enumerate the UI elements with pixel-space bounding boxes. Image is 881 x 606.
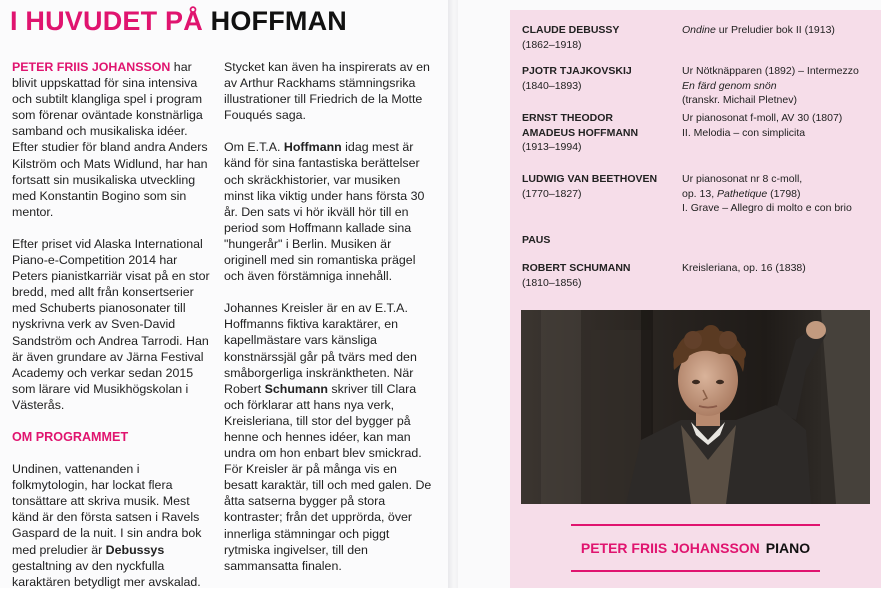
composer-years: (1913–1994) <box>522 141 582 154</box>
composer-name: CLAUDE DEBUSSY <box>522 24 620 36</box>
work-title: Ur Nötknäpparen (1892) – Intermezzo <box>682 65 859 77</box>
work-nickname: Pathetique <box>717 187 768 200</box>
composer-years: (1862–1918) <box>522 38 582 51</box>
program-text-4-bold: Schumann <box>264 381 328 396</box>
program-text-1b: gestaltning av den nyckfulla karaktären betydligt mer avskalad. <box>12 558 201 589</box>
performer-name: PETER FRIIS JOHANSSON <box>580 540 760 556</box>
work-title: Kreisleriana, op. 16 (1838) <box>682 262 806 274</box>
bio-paragraph-1 <box>12 59 212 220</box>
program-paragraph-1 <box>12 461 212 590</box>
composer-name: ROBERT SCHUMANN <box>522 262 631 274</box>
composer-name-2: AMADEUS HOFFMANN <box>522 126 639 139</box>
pause-label: PAUS <box>522 234 551 246</box>
bio-text-1: har blivit uppskattad för sina intensiva och subtilt klangliga spel i program som förenar oväntade konstnärliga samband och musikaliska idéer. Efter studier för bland andra Anders Kilström och Mats Widlund, har han fortsatt sin musikaliska utveckling med Konstantin Bogino som sin mentor. <box>12 60 208 219</box>
work <box>682 111 881 140</box>
work-movement: II. Melodia – con simplicita <box>682 126 806 139</box>
program-text-1-bold: Debussys <box>105 542 165 557</box>
program-pause <box>522 233 872 248</box>
page-title <box>10 6 347 37</box>
work-year: (1798) <box>767 187 801 200</box>
program-text-4a: Johannes Kreisler är en av E.T.A. Hoffmanns fiktiva karaktärer, en kapellmästare vars känsliga konstnärssjäl går på tvärs med den småborgerliga inskränktheten. När Robert <box>224 301 417 396</box>
performer-name-inline: PETER FRIIS JOHANSSON <box>12 60 171 74</box>
performer-photo <box>521 310 870 504</box>
title-part2: HOFFMAN <box>210 6 347 36</box>
composer <box>522 23 684 52</box>
performer-role: PIANO <box>765 540 811 556</box>
work <box>682 261 881 276</box>
composer-years: (1840–1893) <box>522 79 582 92</box>
left-column <box>12 59 212 606</box>
work <box>682 23 881 38</box>
middle-column <box>224 59 432 590</box>
work-title-italic: Ondine <box>682 24 716 36</box>
program-paragraph-3 <box>224 139 432 284</box>
program-paragraph-2: Stycket kan även ha inspirerats av en av Arthur Rackhams stämningsrika illustrationer till Friedrich de la Motte Fouqués saga. <box>224 60 430 123</box>
work-title: Ur pianosonat nr 8 c-moll, <box>682 173 803 185</box>
work-title: ur Preludier bok II (1913) <box>715 24 835 36</box>
composer <box>522 64 684 93</box>
title-part1: I HUVUDET PÅ <box>10 6 203 36</box>
composer <box>522 261 684 290</box>
composer-name: LUDWIG VAN BEETHOVEN <box>522 173 658 185</box>
composer-name: ERNST THEODOR <box>522 112 614 124</box>
program-text-1a: Undinen, vattenanden i folkmytologin, har lockat flera tonsättare att skriva musik. Mest känd är den första satsen i Ravels Gaspard de la nuit. I sin andra bok med preludier är <box>12 462 202 557</box>
work <box>682 172 881 216</box>
work-subtitle: En färd genom snön <box>682 79 777 92</box>
composer <box>522 172 684 201</box>
work-opus: op. 13, <box>682 187 718 200</box>
composer <box>522 111 684 155</box>
work-note: (transkr. Michail Pletnev) <box>682 94 797 107</box>
rule-bottom <box>571 570 820 572</box>
composer-name: PJOTR TJAJKOVSKIJ <box>522 65 632 77</box>
performer-line <box>521 540 870 556</box>
work <box>682 64 881 108</box>
program-paragraph-4 <box>224 300 432 574</box>
program-text-3-bold: Hoffmann <box>283 140 342 155</box>
work-movement: I. Grave – Allegro di molto e con brio <box>682 202 852 215</box>
performer-credit <box>521 524 870 574</box>
performer-photo-illustration <box>521 310 870 504</box>
bio-paragraph-2: Efter priset vid Alaska International Piano-e-Competition 2014 har Peters pianistkarriär visat på en stor bredd, med allt från konsertserier med Schuberts pianosonater till nyskrivna verk av Sven-David Sandström och Andrea Tarrodi. Han är även grundare av Järna Festival Academy och verkar sedan 2015 som lärare vid Musikhögskolan i Västerås. <box>12 236 210 412</box>
program-text-4b: skriver till Clara och förklarar att hans nya verk, Kreisleriana, till stor del bygger på henne och hennes idéer, kan man undra om hon enbart blev smickrad. För Kreisler är på många vis en besatt karaktär, till och med galen. De åtta satserna bygger på stora kontraster; från det upprörda, över innerliga stämningar och piggt rytmiska ingivelser, till den sammansatta finalen. <box>224 381 432 573</box>
rule-top <box>571 524 820 526</box>
work-title: Ur pianosonat f-moll, AV 30 (1807) <box>682 112 843 124</box>
program-text-3b: idag mest är känd för sina fantastiska berättelser och skräckhistorier, var musiken minst lika viktig under hans första 30 år. Den sats vi hör ikväll hör till en period som Hoffmann kallade sina "hungerår" i Berlin. Musiken är originell med sin romantiska prägel och även förstämniga innehåll. <box>224 140 425 284</box>
composer-years: (1770–1827) <box>522 187 582 200</box>
composer-years: (1810–1856) <box>522 276 582 289</box>
program-text-3a: Om E.T.A. <box>224 140 284 155</box>
section-heading: OM PROGRAMMET <box>12 429 129 444</box>
